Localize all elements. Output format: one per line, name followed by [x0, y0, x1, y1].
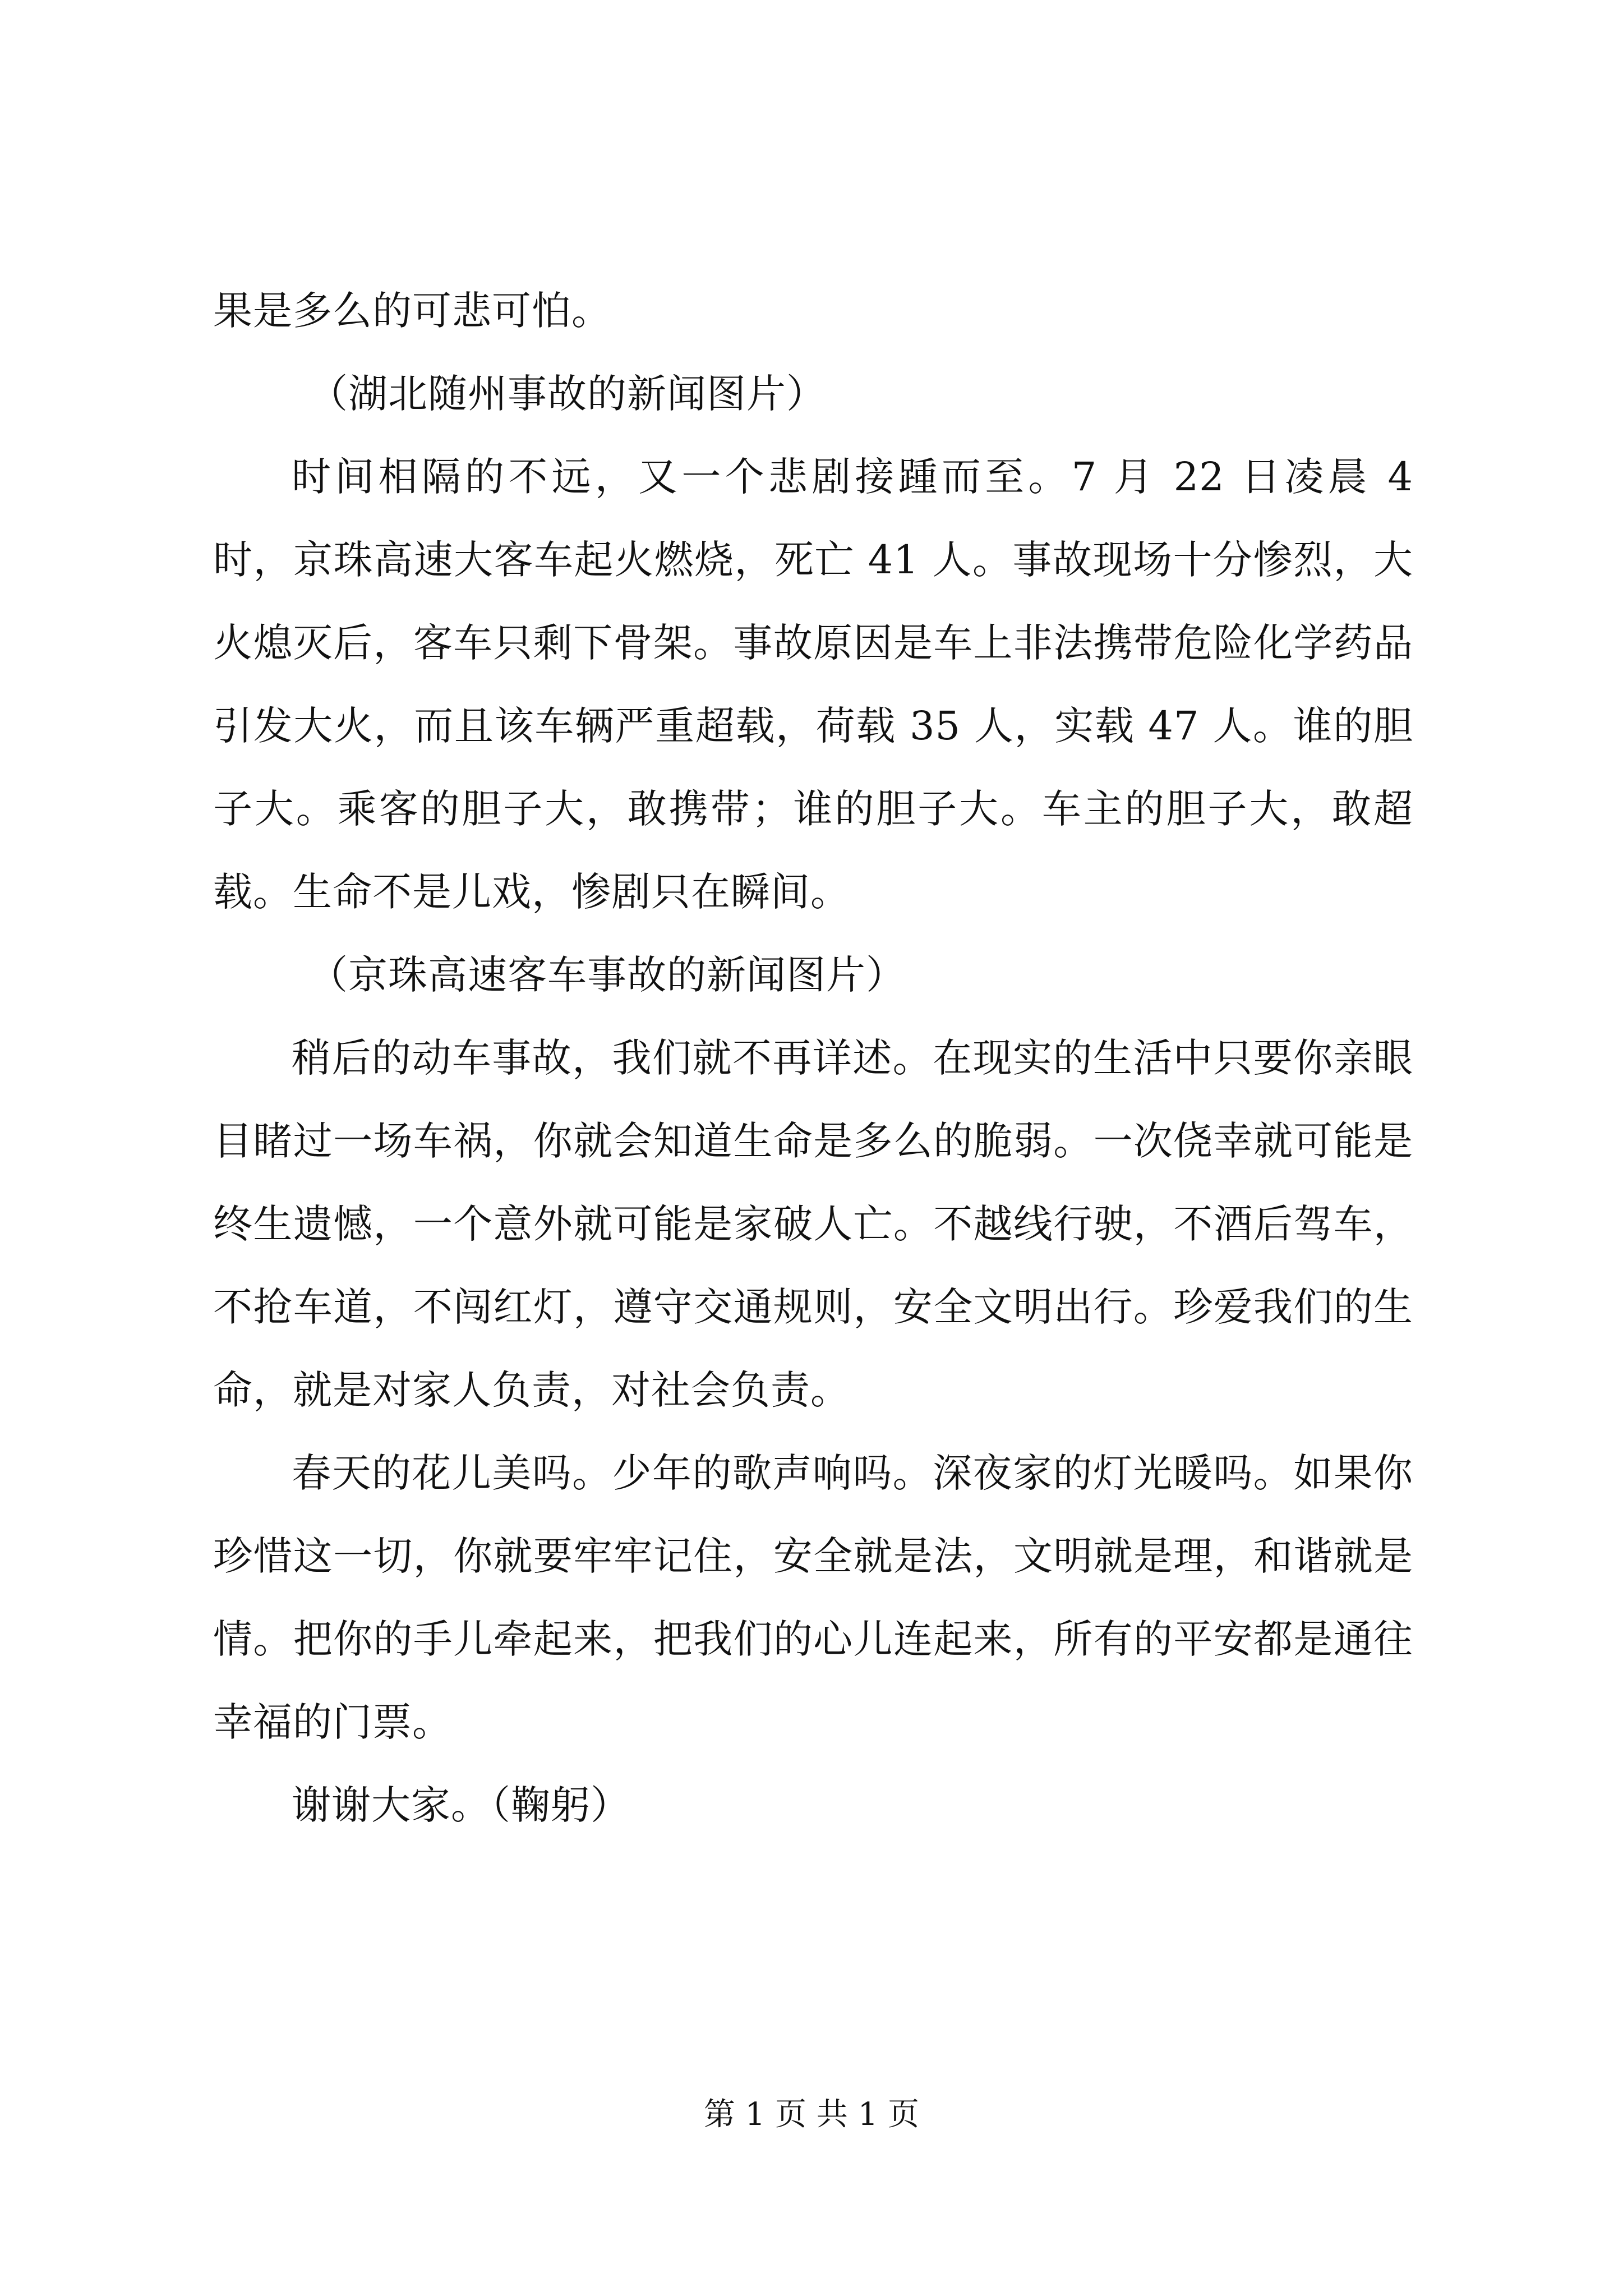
page-number-footer: 第 1 页 共 1 页 [703, 2096, 920, 2133]
image-caption-jingzhu-bus: （京珠高速客车事故的新闻图片） [308, 952, 906, 998]
document-body [213, 269, 1413, 1847]
image-caption-hubei-suizhou: （湖北随州事故的新闻图片） [308, 371, 826, 417]
paragraph-thanks: 谢谢大家。（鞠躬） [292, 1782, 630, 1828]
paragraph-jingzhu-accident: 时间相隔的不远，又一个悲剧接踵而至。7 月 22 日凌晨 4 时，京珠高速大客车起火燃烧，死亡 41 人。事故现场十分惨烈，大火熄灭后，客车只剩下骨架。事故原因是车上非法携带危险化学药品引发大火，而且该车辆严重超载，荷载 35 人，实载 47 人。谁的胆子大。乘客的胆子大，敢携带；谁的胆子大。车主的胆子大，敢超载。生命不是儿戏，惨剧只在瞬间。 [213, 454, 1413, 915]
paragraph-continuation: 果是多么的可悲可怕。 [213, 288, 611, 334]
paragraph-spring-flowers: 春天的花儿美吗。少年的歌声响吗。深夜家的灯光暖吗。如果你珍惜这一切，你就要牢牢记住，安全就是法，文明就是理，和谐就是情。把你的手儿牵起来，把我们的心儿连起来，所有的平安都是通往幸福的门票。 [213, 1450, 1413, 1745]
paragraph-train-accident: 稍后的动车事故，我们就不再详述。在现实的生活中只要你亲眼目睹过一场车祸，你就会知道生命是多么的脆弱。一次侥幸就可能是终生遗憾，一个意外就可能是家破人亡。不越线行驶，不酒后驾车，不抢车道，不闯红灯，遵守交通规则，安全文明出行。珍爱我们的生命，就是对家人负责，对社会负责。 [213, 1035, 1413, 1413]
